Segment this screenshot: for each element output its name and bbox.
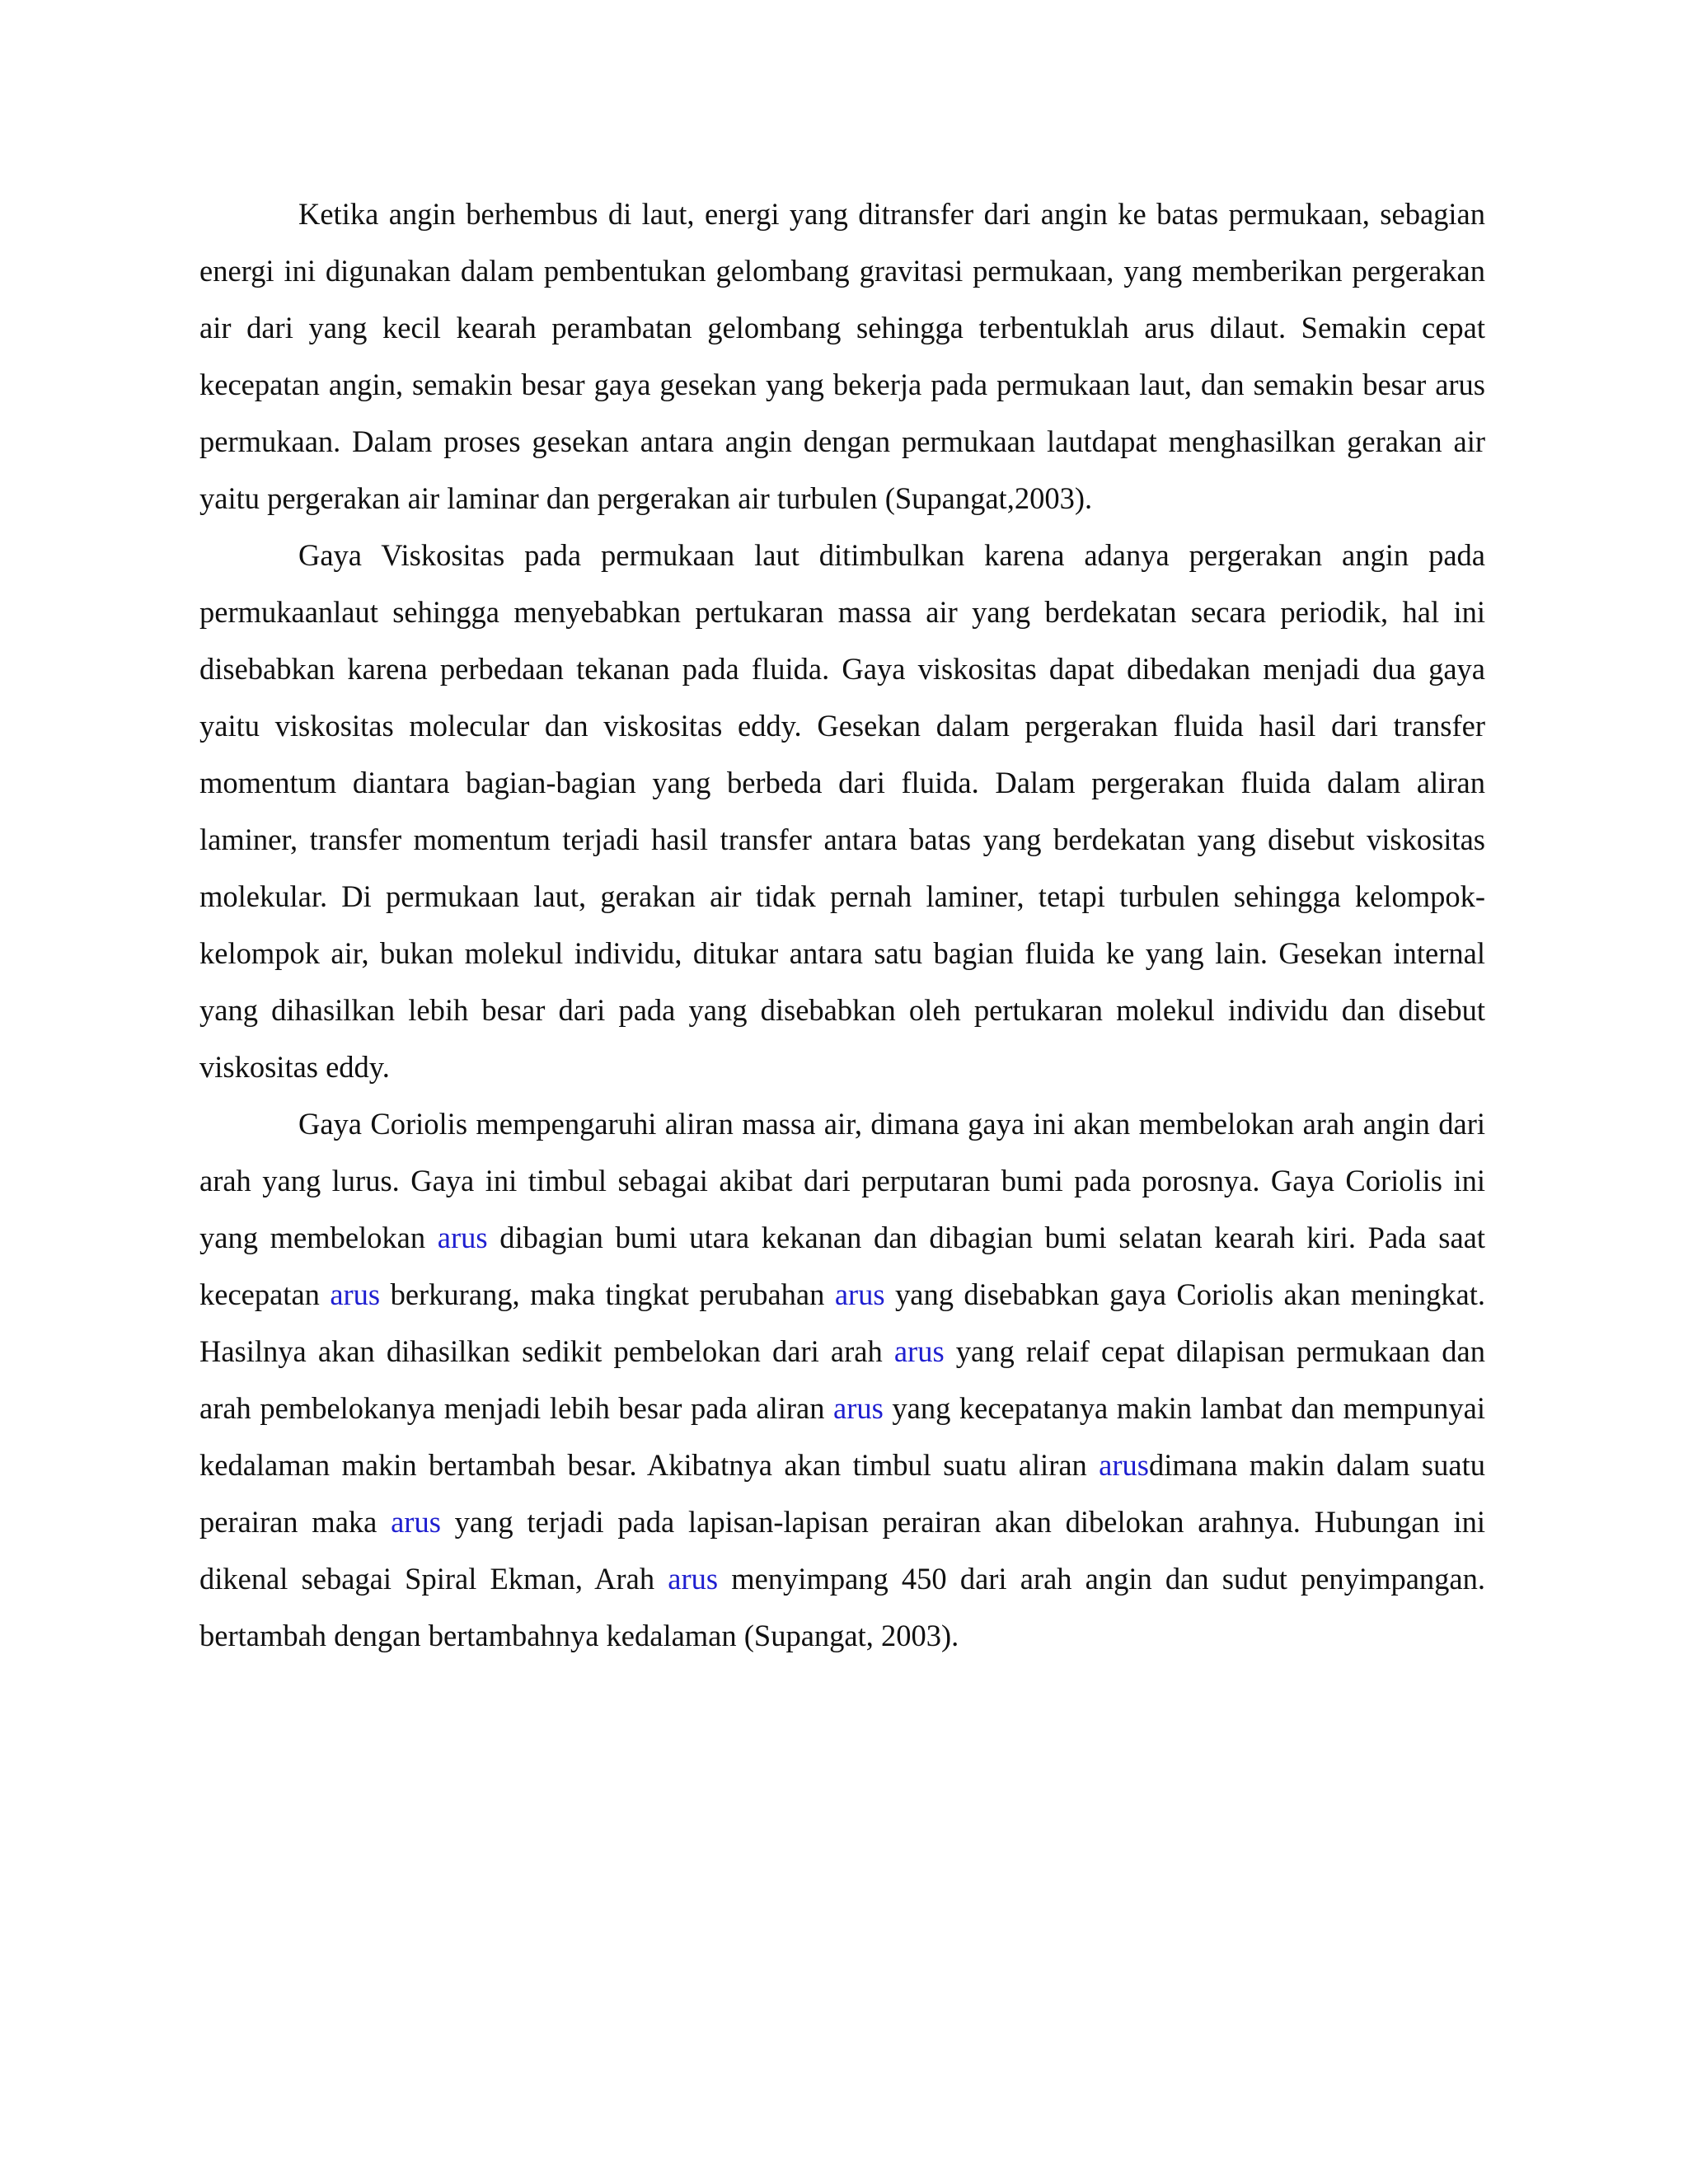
paragraph-text: Ketika angin berhembus di laut, energi yang ditransfer dari angin ke batas permukaan, sebagian energi ini digunakan dalam pembentukan gelombang gravitasi permukaan, yang memberikan pergerakan air dari yang kecil kearah perambatan gelombang sehingga terbentuklah arus dilaut. Semakin cepat kecepatan angin, semakin besar gaya gesekan yang bekerja pada permukaan laut, dan semakin besar arus permukaan. Dalam proses gesekan antara angin dengan permukaan lautdapat menghasilkan gerakan air yaitu pergerakan air laminar dan pergerakan air turbulen (Supangat,2003). [199, 197, 1485, 515]
paragraph-text: dimana makin dalam suatu perairan maka [199, 1448, 1485, 1539]
paragraph-text: Gaya Viskositas pada permukaan laut ditimbulkan karena adanya pergerakan angin pada permukaanlaut sehingga menyebabkan pertukaran massa air yang berdekatan secara periodik, hal ini disebabkan karena perbedaan tekanan pada fluida. Gaya viskositas dapat dibedakan menjadi dua gaya yaitu viskositas molecular dan viskositas eddy. Gesekan dalam pergerakan fluida hasil dari transfer momentum diantara bagian-bagian yang berbeda dari fluida. Dalam pergerakan fluida dalam aliran laminer, transfer momentum terjadi hasil transfer antara batas yang berdekatan yang disebut viskositas molekular. Di permukaan laut, gerakan air tidak pernah laminer, tetapi turbulen sehingga kelompok-kelompok air, bukan molekul individu, ditukar antara satu bagian fluida ke yang lain. Gesekan internal yang dihasilkan lebih besar dari pada yang disebabkan oleh pertukaran molekul individu dan disebut viskositas eddy. [199, 538, 1485, 1084]
hyperlink-arus[interactable]: arus [437, 1221, 488, 1254]
paragraph-text: Gaya Coriolis mempengaruhi aliran massa air, dimana gaya ini akan membelokan arah angin dari arah yang lurus. Gaya ini timbul sebagai akibat dari perputaran bumi pada porosnya. Gaya Coriolis ini yang membelokan [199, 1107, 1485, 1254]
hyperlink-arus[interactable]: arus [893, 1334, 945, 1368]
paragraph-text: yang disebabkan gaya Coriolis akan meningkat. Hasilnya akan dihasilkan sedikit pembelokan dari arah [199, 1277, 1485, 1368]
paragraph-text: yang relaif cepat dilapisan permukaan dan arah pembelokanya menjadi lebih besar pada aliran [199, 1334, 1486, 1425]
paragraph [199, 527, 1485, 1095]
paragraph-text: yang kecepatanya makin lambat dan mempunyai kedalaman makin bertambah besar. Akibatnya akan timbul suatu aliran [199, 1391, 1485, 1482]
document-body [199, 185, 1485, 1664]
paragraph-text: menyimpang 450 dari arah angin dan sudut penyimpangan. bertambah dengan bertambahnya kedalaman (Supangat, 2003). [199, 1562, 1485, 1652]
paragraph [199, 1095, 1485, 1664]
paragraph-text: berkurang, maka tingkat perubahan [380, 1277, 835, 1311]
hyperlink-arus[interactable]: arus [668, 1562, 719, 1596]
hyperlink-arus[interactable]: arus [833, 1391, 884, 1425]
hyperlink-arus[interactable]: arus [1099, 1448, 1149, 1482]
hyperlink-arus[interactable]: arus [834, 1277, 885, 1311]
hyperlink-arus[interactable]: arus [330, 1277, 381, 1311]
paragraph [199, 185, 1485, 527]
paragraph-text: dibagian bumi utara kekanan dan dibagian bumi selatan kearah kiri. Pada saat kecepatan [199, 1221, 1485, 1311]
paragraph-text: yang terjadi pada lapisan-lapisan perairan akan dibelokan arahnya. Hubungan ini dikenal sebagai Spiral Ekman, Arah [199, 1505, 1485, 1596]
hyperlink-arus[interactable]: arus [391, 1505, 441, 1539]
